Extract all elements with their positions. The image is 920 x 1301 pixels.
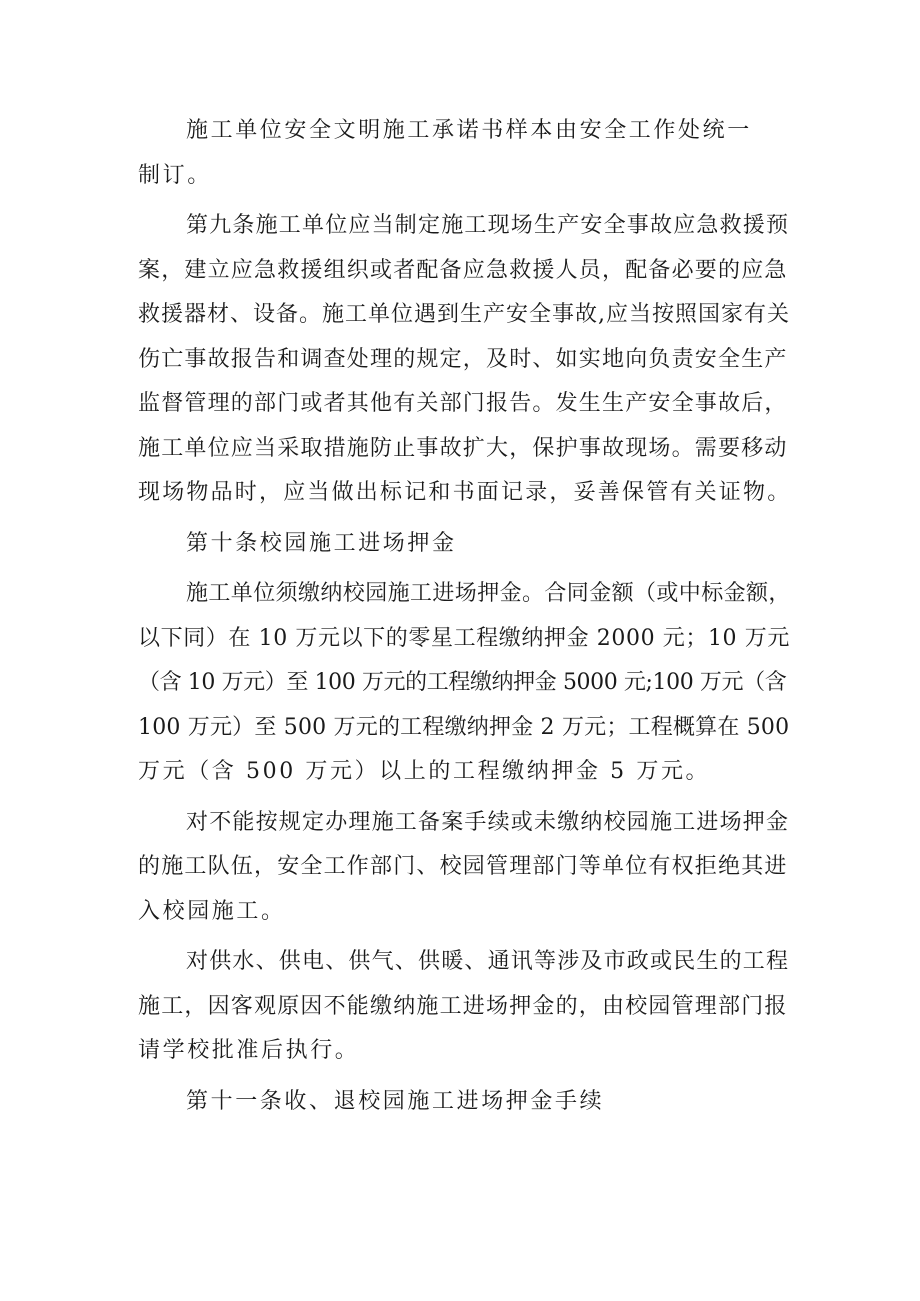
- text-line: 万元（含 500 万元）以上的工程缴纳押金 5 万元。: [138, 759, 711, 784]
- text-line: 入校园施工。: [138, 898, 286, 924]
- text-line: 对供水、供电、供气、供暖、通讯等涉及市政或民生的工程: [186, 949, 790, 974]
- document-body: [138, 109, 793, 1124]
- paragraph-refuse-entry: [138, 801, 793, 935]
- text-line: 以下同）在 10 万元以下的零星工程缴纳押金 2000 元；10 万元: [138, 625, 790, 651]
- paragraph-deposit-amounts: [138, 572, 793, 795]
- paragraph-article-9: [138, 204, 793, 516]
- text-line: 请学校批准后执行。: [138, 1038, 360, 1063]
- text-line: 案，建立应急救援组织或者配备应急救援人员，配备必要的应急: [138, 257, 788, 283]
- text-line: 施工单位应当采取措施防止事故扩大，保护事故现场。需要移动: [138, 435, 788, 461]
- heading-article-10: [138, 522, 793, 567]
- text-line: 施工单位须缴纳校园施工进场押金。合同金额（或中标金额，: [186, 581, 791, 606]
- text-line: 监督管理的部门或者其他有关部门报告。发生生产安全事故后，: [138, 391, 788, 416]
- text-line: 第九条施工单位应当制定施工现场生产安全事故应急救援预: [186, 213, 790, 238]
- article-heading: 第十一条收、退校园施工进场押金手续: [186, 1088, 605, 1114]
- paragraph-sample-template: [138, 109, 793, 198]
- text-line: 施工单位安全文明施工承诺书样本由安全工作处统一: [186, 118, 752, 143]
- text-line: 100 万元）至 500 万元的工程缴纳押金 2 万元；工程概算在 500: [138, 714, 790, 740]
- text-line: 对不能按规定办理施工备案手续或未缴纳校园施工进场押金: [186, 809, 790, 835]
- text-line: （含 10 万元）至 100 万元的工程缴纳押金 5000 元;100 万元（含: [138, 670, 787, 695]
- article-heading: 第十条校园施工进场押金: [186, 530, 457, 556]
- text-line: 制订。: [138, 162, 212, 188]
- text-line: 施工，因客观原因不能缴纳施工进场押金的，由校园管理部门报: [138, 993, 788, 1019]
- paragraph-utilities-exception: [138, 940, 793, 1074]
- text-line: 伤亡事故报告和调查处理的规定，及时、如实地向负责安全生产: [138, 346, 788, 372]
- text-line: 救援器材、设备。施工单位遇到生产安全事故,应当按照国家有关: [138, 302, 790, 327]
- heading-article-11: [138, 1080, 793, 1125]
- text-line: 的施工队伍，安全工作部门、校园管理部门等单位有权拒绝其进: [138, 854, 788, 879]
- text-line: 现场物品时，应当做出标记和书面记录，妥善保管有关证物。: [138, 480, 792, 505]
